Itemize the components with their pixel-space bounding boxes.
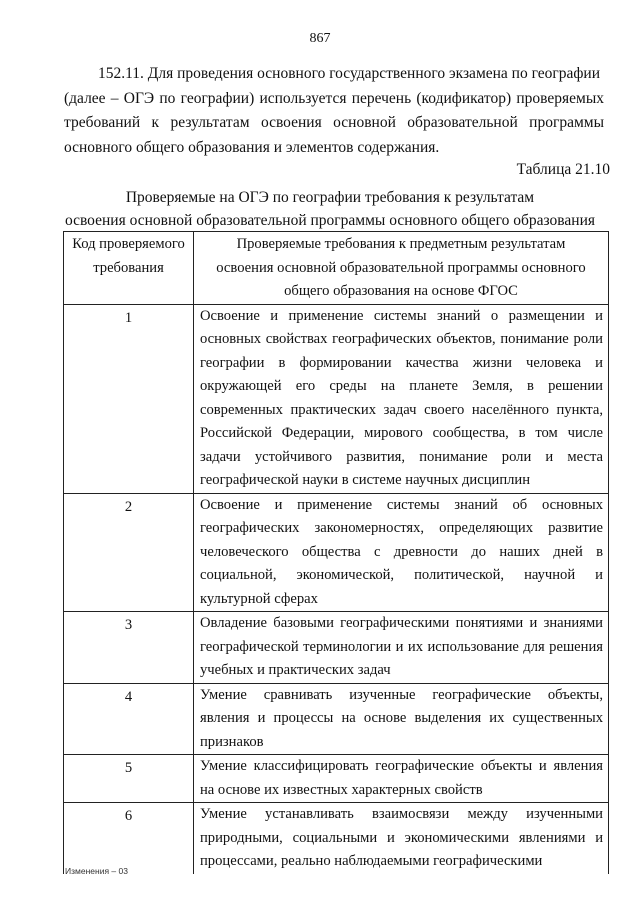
intro-paragraph	[64, 62, 604, 160]
row-requirement: Умение сравнивать изученные географические объекты, явления и процессы на основе выделения их существенных признаков	[194, 683, 609, 755]
row-code: 4	[64, 683, 194, 755]
header-code: Код проверяемого требования	[64, 232, 194, 305]
table-title-line-2: освоения основной образовательной программы основного общего образования	[64, 212, 596, 229]
row-code: 5	[64, 755, 194, 803]
table-row	[64, 612, 609, 684]
table-row	[64, 683, 609, 755]
row-requirement: Умение устанавливать взаимосвязи между изученными природными, социальными и экономическими явлениями и процессами, реально наблюдаемыми географическими	[194, 803, 609, 874]
table-row	[64, 755, 609, 803]
row-code: 6	[64, 803, 194, 874]
table-row	[64, 493, 609, 612]
footer-revision: Изменения – 03	[65, 866, 128, 876]
page-number: 867	[309, 31, 331, 46]
table-title	[40, 186, 620, 232]
table-row	[64, 304, 609, 493]
intro-line-1: 152.11. Для проведения основного государственного экзамена по географии	[98, 65, 601, 82]
table-title-line-1: Проверяемые на ОГЭ по географии требования к результатам	[125, 189, 535, 206]
row-code: 3	[64, 612, 194, 684]
requirements-table	[63, 231, 609, 874]
header-requirements: Проверяемые требования к предметным результатам освоения основной образовательной программы основного общего образования на основе ФГОС	[194, 232, 609, 305]
table-label: Таблица 21.10	[516, 161, 610, 178]
row-requirement: Освоение и применение системы знаний о размещении и основных свойствах географических объектов, понимание роли географии в формировании качества жизни человека и окружающей его среды на планете Земля, в решении современных практических задач своего населённого пункта, Российской Федерации, мирового сообщества, в том числе задачи устойчивого развития, понимание роли и места географической науки в системе научных дисциплин	[194, 304, 609, 493]
row-requirement: Освоение и применение системы знаний об основных географических закономерностях, определяющих развитие человеческого общества с древности до наших дней в социальной, экономической, политической, научной и культурной сферах	[194, 493, 609, 612]
row-code: 2	[64, 493, 194, 612]
row-requirement: Овладение базовыми географическими понятиями и знаниями географической терминологии и их использование для решения учебных и практических задач	[194, 612, 609, 684]
table-row	[64, 803, 609, 874]
row-code: 1	[64, 304, 194, 493]
intro-continuation: (далее – ОГЭ по географии) используется перечень (кодификатор) проверяемых требований к результатам освоения основной образовательной программы основного общего образования и элементов содержания.	[64, 89, 604, 156]
table-header-row	[64, 232, 609, 305]
row-requirement: Умение классифицировать географические объекты и явления на основе их известных характерных свойств	[194, 755, 609, 803]
